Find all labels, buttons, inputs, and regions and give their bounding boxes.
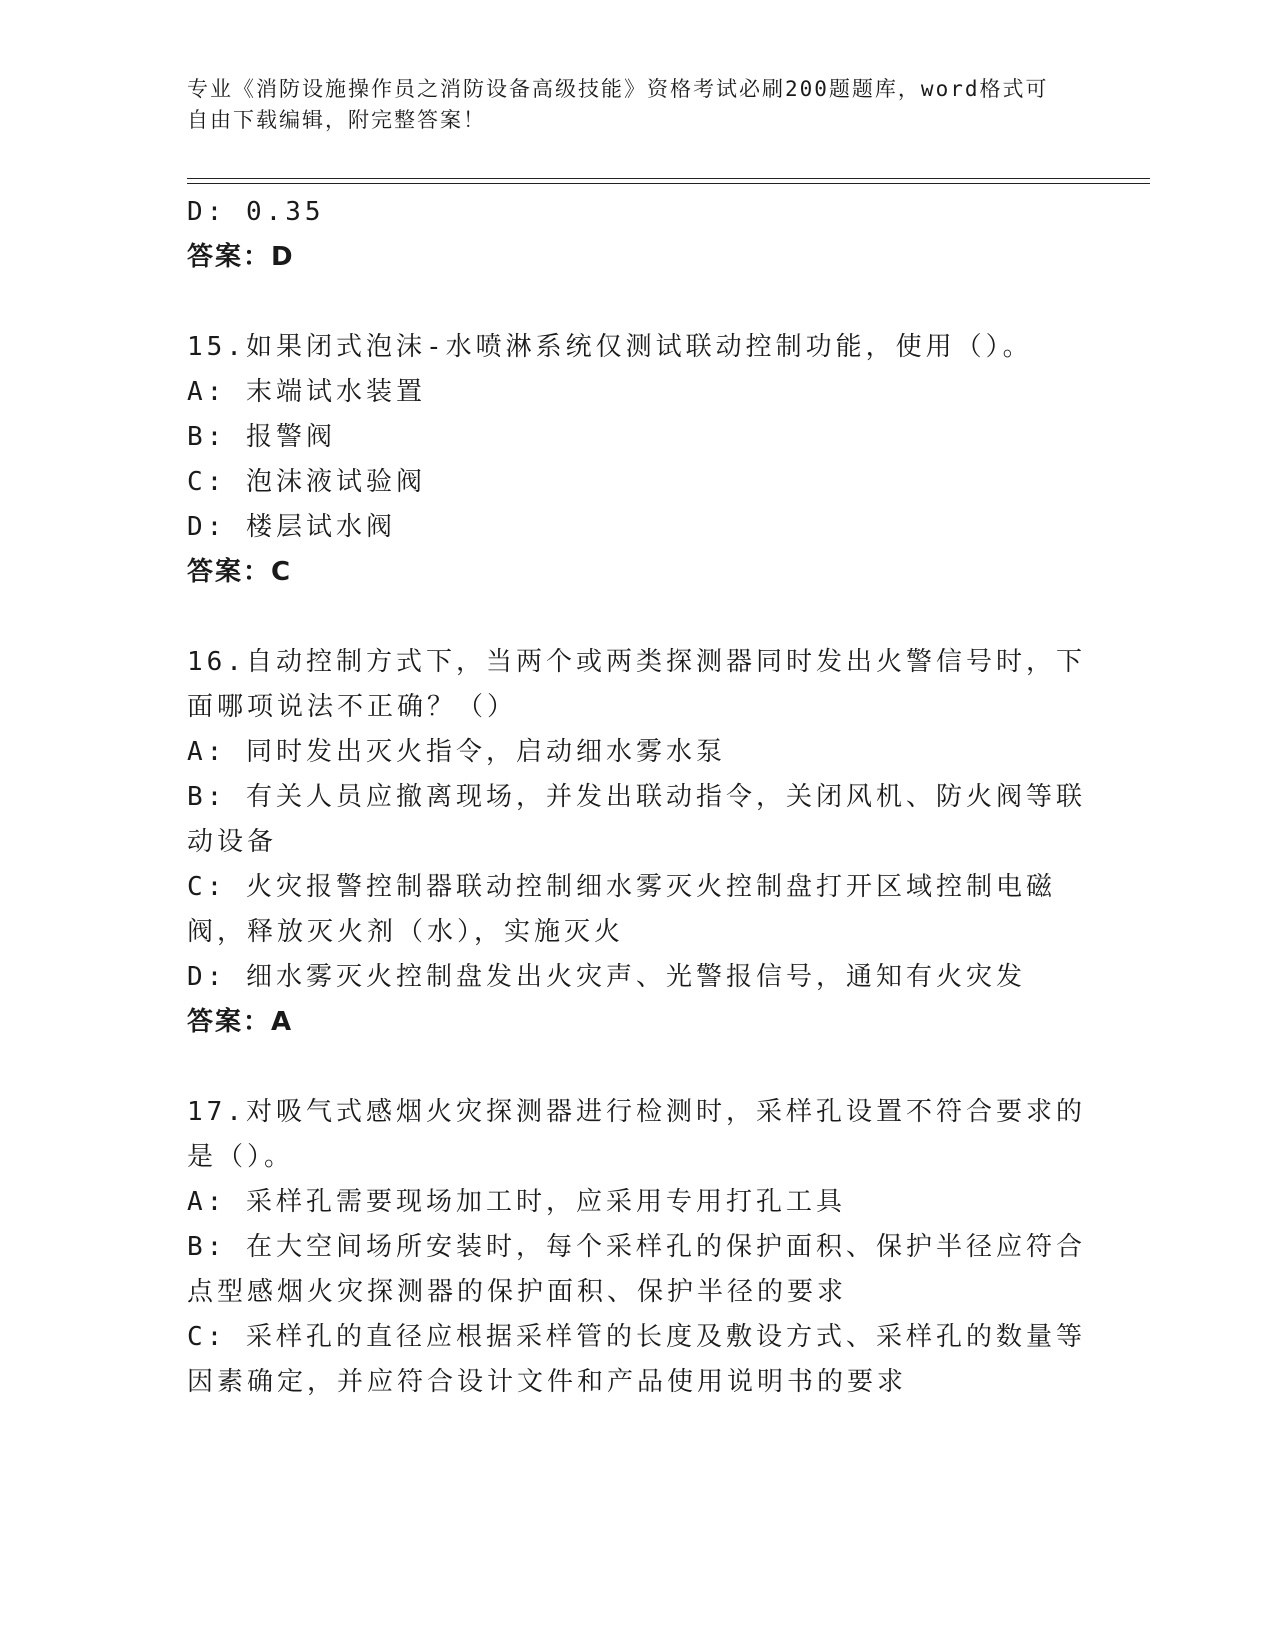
prev-option-d: D: 0.35 bbox=[187, 197, 325, 227]
option-c: C: 泡沫液试验阀 bbox=[187, 467, 426, 497]
option-c: C: 采样孔的直径应根据采样管的长度及敷设方式、采样孔的数量等因素确定，并应符合设计文件和产品使用说明书的要求 bbox=[187, 1322, 1086, 1397]
answer: 答案：A bbox=[187, 1007, 294, 1037]
option-b: B: 报警阀 bbox=[187, 422, 336, 452]
question-stem: 17.对吸气式感烟火灾探测器进行检测时，采样孔设置不符合要求的是（）。 bbox=[187, 1097, 1086, 1172]
answer: 答案：C bbox=[187, 557, 293, 587]
option-b: B: 有关人员应撤离现场，并发出联动指令，关闭风机、防火阀等联动设备 bbox=[187, 782, 1086, 857]
option-d: D: 细水雾灭火控制盘发出火灾声、光警报信号，通知有火灾发 bbox=[187, 962, 1026, 992]
question-17 bbox=[187, 1090, 1087, 1405]
option-a: A: 末端试水装置 bbox=[187, 377, 426, 407]
document-body bbox=[187, 190, 1087, 1405]
spacer bbox=[187, 280, 1087, 325]
option-a: A: 同时发出灭火指令，启动细水雾水泵 bbox=[187, 737, 726, 767]
page-header bbox=[187, 74, 1067, 136]
option-b: B: 在大空间场所安装时，每个采样孔的保护面积、保护半径应符合点型感烟火灾探测器的保护面积、保护半径的要求 bbox=[187, 1232, 1086, 1307]
question-stem: 15.如果闭式泡沫-水喷淋系统仅测试联动控制功能，使用（）。 bbox=[187, 332, 1033, 362]
question-stem: 16.自动控制方式下，当两个或两类探测器同时发出火警信号时，下面哪项说法不正确？（） bbox=[187, 647, 1086, 722]
spacer bbox=[187, 1045, 1087, 1090]
question-15 bbox=[187, 325, 1087, 595]
prev-answer: 答案：D bbox=[187, 242, 295, 272]
question-16 bbox=[187, 640, 1087, 1045]
option-c: C: 火灾报警控制器联动控制细水雾灭火控制盘打开区域控制电磁阀，释放灭火剂（水），实施灭火 bbox=[187, 872, 1056, 947]
spacer bbox=[187, 595, 1087, 640]
header-text: 专业《消防设施操作员之消防设备高级技能》资格考试必刷200题题库，word格式可自由下载编辑，附完整答案！ bbox=[187, 77, 1049, 132]
option-d: D: 楼层试水阀 bbox=[187, 512, 396, 542]
header-divider bbox=[187, 178, 1150, 184]
option-a: A: 采样孔需要现场加工时，应采用专用打孔工具 bbox=[187, 1187, 846, 1217]
